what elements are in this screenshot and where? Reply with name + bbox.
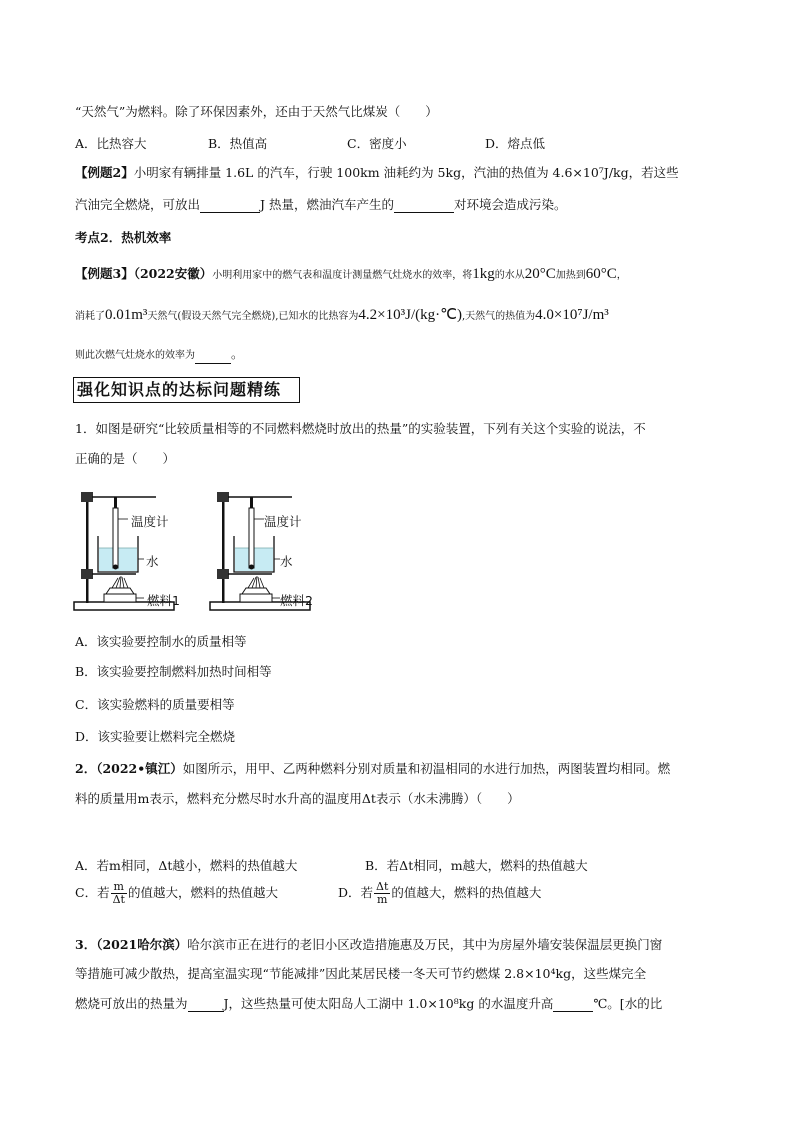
q1-line-b: 正确的是（ ） (75, 451, 176, 466)
q1-line-a: 1．如图是研究“比较质量相等的不同燃料燃烧时放出的热量”的实验装置，下列有关这个实验的说法，不 (75, 421, 646, 436)
q2-option-b: B．若Δt相同，m越大，燃料的热值越大 (365, 858, 588, 873)
label-fuel-1: 燃料1 (147, 593, 180, 608)
label-thermometer-2: 温度计 (264, 514, 302, 529)
option-c: C．密度小 (347, 136, 407, 151)
box-heading: 强化知识点的达标问题精练 (73, 377, 300, 403)
option-b: B．热值高 (208, 136, 268, 151)
answer-blank[interactable] (394, 199, 454, 213)
q3-line-a (75, 937, 662, 953)
example2-text-a: 小明家有辆排量 1.6L 的汽车，行驶 100km 油耗约为 5kg，汽油的热值为 4.6×10⁷J/kg，若这些 (133, 165, 679, 180)
q2-option-d (338, 881, 541, 906)
fraction-numerator: Δt (376, 880, 389, 893)
answer-blank[interactable] (553, 998, 593, 1012)
q3-text-a: 哈尔滨市正在进行的老旧小区改造措施惠及万民，其中为房屋外墙安装保温层更换门窗 (187, 937, 663, 952)
q1-option-c: C．该实验燃料的质量要相等 (75, 697, 235, 712)
fraction-denominator: m (377, 893, 388, 906)
q2-line-b: 料的质量用m表示，燃料充分燃尽时水升高的温度用Δt表示（水未沸腾）（ ） (75, 791, 520, 806)
example3-line-b (75, 307, 609, 325)
example3-text-b2: 天然气(假设天然气完全燃烧),已知水的比热容为 (147, 311, 359, 322)
q3-number: 3． (75, 937, 97, 952)
fraction-denominator: Δt (112, 893, 125, 906)
heat-value: 4.0×10⁷J/m³ (535, 307, 609, 323)
answer-blank[interactable] (188, 998, 224, 1012)
example2-text-b2: J 热量，燃油汽车产生的 (260, 197, 395, 212)
temperature-end: 60°C (585, 266, 617, 282)
example3-text-b1: 消耗了 (75, 311, 105, 322)
volume-value: 0.01m³ (105, 307, 148, 323)
example3-text-a3: 加热到 (555, 270, 586, 281)
example3-text-a1: 小明利用家中的燃气表和温度计测量燃气灶烧水的效率，将 (212, 270, 473, 281)
q2-option-c-suffix: 的值越大，燃料的热值越大 (127, 885, 278, 900)
label-water-2: 水 (280, 554, 293, 569)
example3-text-c2: 。 (231, 346, 244, 361)
example2-line-b (75, 197, 567, 213)
q2-line-a (75, 761, 670, 777)
example2-line-a (75, 165, 679, 181)
temperature-start: 20°C (524, 266, 556, 282)
example3-text-a2: 的水从 (494, 270, 525, 281)
answer-blank[interactable] (200, 199, 260, 213)
label-water-1: 水 (146, 554, 159, 569)
q2-option-d-suffix: 的值越大，燃料的热值越大 (391, 885, 542, 900)
q1-option-d: D．该实验要让燃料完全燃烧 (75, 729, 236, 744)
q3-text-c2: J，这些热量可使太阳岛人工湖中 1.0×10⁸kg 的水温度升高 (223, 996, 554, 1011)
q2-option-a: A．若m相同，Δt越小，燃料的热值越大 (75, 858, 298, 873)
q2-option-c-prefix: C．若 (75, 885, 110, 900)
q3-text-c1: 燃烧可放出的热量为 (75, 996, 188, 1011)
label-thermometer-1: 温度计 (131, 514, 169, 529)
q3-line-c (75, 996, 662, 1012)
q2-source: （2022•镇江） (96, 761, 183, 776)
example2-tag: 【例题2】 (75, 165, 134, 180)
example3-source: （2022安徽） (133, 266, 213, 281)
specific-heat-value: 4.2×10³J/(kg·℃) (358, 307, 462, 323)
q2-text-a: 如图所示，用甲、乙两种燃料分别对质量和初温相同的水进行加热，两图装置均相同。燃 (182, 761, 671, 776)
example2-text-b3: 对环境会造成污染。 (454, 197, 567, 212)
label-fuel-2: 燃料2 (280, 593, 313, 608)
q3-source: （2021哈尔滨） (96, 937, 188, 952)
option-a: A．比热容大 (75, 136, 147, 151)
option-d: D．熔点低 (485, 136, 546, 151)
section-heading: 考点2．热机效率 (75, 230, 172, 245)
example3-line-c (75, 346, 244, 364)
fraction-m-over-dt (111, 881, 127, 906)
q2-option-d-prefix: D．若 (338, 885, 374, 900)
q2-option-c (75, 881, 278, 906)
q2-number: 2． (75, 761, 97, 776)
mass-value: 1kg (472, 266, 495, 282)
example3-text-c1: 则此次燃气灶烧水的效率为 (75, 350, 195, 361)
q1-option-a: A．该实验要控制水的质量相等 (75, 634, 247, 649)
q1-option-b: B．该实验要控制燃料加热时间相等 (75, 664, 272, 679)
example2-text-b1: 汽油完全燃烧，可放出 (75, 197, 201, 212)
example3-line-a: 【例题3】（2022安徽）小明利用家中的燃气表和温度计测量燃气灶烧水的效率，将1kg的水从20°C加热到60°C， (75, 266, 627, 282)
line-natural-gas: “天然气”为燃料。除了环保因素外，还由于天然气比煤炭（ ） (75, 104, 438, 119)
fraction-numerator: m (111, 881, 127, 894)
q3-text-c3: ℃。[水的比 (593, 996, 663, 1011)
example3-text-b3: ,天然气的热值为 (461, 311, 536, 322)
fraction-dt-over-m (374, 881, 390, 906)
q3-line-b: 等措施可减少散热，提高室温实现“节能减排”因此某居民楼一冬天可节约燃煤 2.8×10⁴kg，这些煤完全 (75, 966, 647, 981)
answer-blank[interactable] (195, 350, 231, 364)
example3-tag: 【例题3】 (75, 266, 134, 281)
